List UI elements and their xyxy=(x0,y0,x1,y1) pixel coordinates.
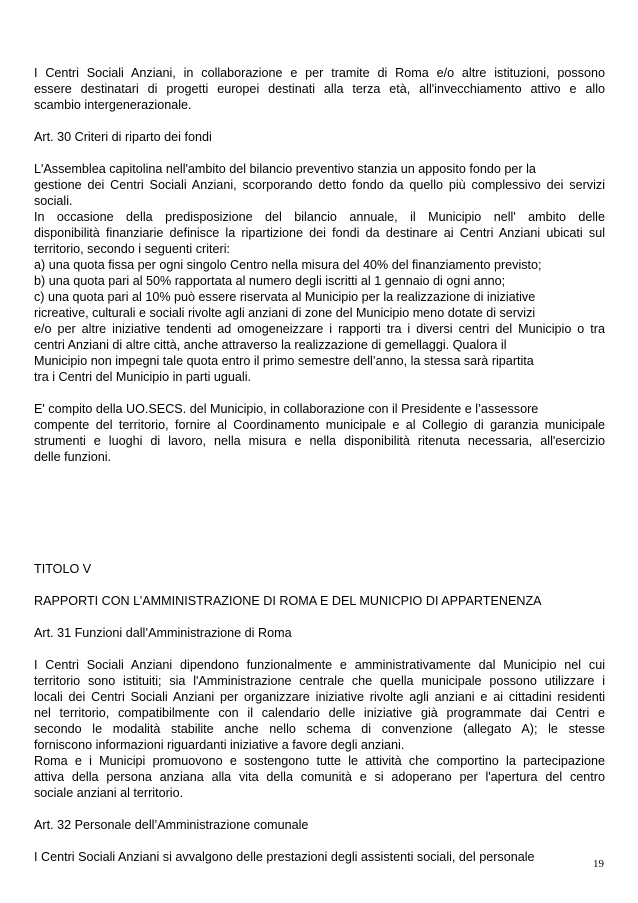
text-line: disponibilità finanziarie definisce la ripartizione dei fondi da destinare ai Centri Anziani ubicati sul xyxy=(34,226,605,240)
title-v xyxy=(34,561,605,577)
paragraph-cooperation xyxy=(34,65,605,113)
text-line: ricreative, culturali e sociali rivolte agli anziani di zone del Municipio meno dotate di servizi xyxy=(34,306,536,320)
heading-art-31 xyxy=(34,625,605,641)
list-item: c) una quota pari al 10% può essere riservata al Municipio per la realizzazione di iniziative xyxy=(34,290,536,304)
page-number: 19 xyxy=(593,858,604,870)
text-line: E' compito della UO.SECS. del Municipio, in collaborazione con il Presidente e l’assessore xyxy=(34,402,539,416)
chapter-subtitle xyxy=(34,593,605,609)
text-line: secondo le modalità stabilite anche nello schema di convenzione (allegato A); le stesse xyxy=(34,722,605,736)
text-line: nel territorio, compatibilmente con il calendario delle iniziative già programmate dai Centri e xyxy=(34,706,605,720)
text-line: In occasione della predisposizione del bilancio annuale, il Municipio nell' ambito delle xyxy=(34,210,605,224)
page-content xyxy=(34,65,605,865)
heading-art-30 xyxy=(34,129,605,145)
text-line: gestione dei Centri Sociali Anziani, scorporando detto fondo da quello più complessivo dei servizi xyxy=(34,178,605,192)
paragraph-art-30-body xyxy=(34,161,605,385)
paragraph-uo-secs xyxy=(34,401,605,465)
text-line: territorio sono istituiti; sia l'Amministrazione centrale che quella municipale possono utilizzare i xyxy=(34,674,605,688)
text-line: delle funzioni. xyxy=(34,450,112,464)
chapter-title: TITOLO V xyxy=(34,562,92,576)
paragraph-art-31-body xyxy=(34,657,605,801)
paragraph-art-32-body xyxy=(34,849,605,865)
text-line: strumenti e luoghi di lavoro, nella misura e nella disponibilità ritenuta necessaria, all'esercizio xyxy=(34,434,605,448)
text-line: essere destinatari di progetti europei destinati alla terza età, all'invecchiamento attivo e allo xyxy=(34,82,605,96)
text-line: I Centri Sociali Anziani, in collaborazione e per tramite di Roma e/o altre istituzioni, possono xyxy=(34,66,605,80)
list-item: a) una quota fissa per ogni singolo Centro nella misura del 40% del finanziamento previsto; xyxy=(34,258,542,272)
text-line: Municipio non impegni tale quota entro il primo semestre dell’anno, la stessa sarà ripartita xyxy=(34,354,534,368)
text-line: e/o per altre iniziative tendenti ad omogeneizzare i rapporti tra i diversi centri del Municipio o tra xyxy=(34,322,605,336)
text-line: compente del territorio, fornire al Coordinamento municipale e al Collegio di garanzia municipale xyxy=(34,418,605,432)
heading-art-32 xyxy=(34,817,605,833)
section-heading: Art. 30 Criteri di riparto dei fondi xyxy=(34,130,212,144)
text-line: sociale anziani al territorio. xyxy=(34,786,184,800)
text-line: Roma e i Municipi promuovono e sostengono tutte le attività che comportino la partecipazione xyxy=(34,754,605,768)
text-line: I Centri Sociali Anziani dipendono funzionalmente e amministrativamente dal Municipio nel cui xyxy=(34,658,605,672)
text-line: tra i Centri del Municipio in parti uguali. xyxy=(34,370,251,384)
text-line: forniscono informazioni riguardanti iniziative a favore degli anziani. xyxy=(34,738,405,752)
text-line: L'Assemblea capitolina nell'ambito del bilancio preventivo stanzia un apposito fondo per la xyxy=(34,162,536,176)
list-item: b) una quota pari al 50% rapportata al numero degli iscritti al 1 gennaio di ogni anno; xyxy=(34,274,506,288)
section-heading: Art. 32 Personale dell’Amministrazione comunale xyxy=(34,818,309,832)
text-line: sociali. xyxy=(34,194,73,208)
section-heading: Art. 31 Funzioni dall’Amministrazione di Roma xyxy=(34,626,292,640)
text-line: locali dei Centri Sociali Anziani per organizzare iniziative rivolte agli anziani e ai cittadini residenti xyxy=(34,690,605,704)
text-line: centri Anziani di altre città, anche attraverso la realizzazione di gemellaggi. Qualora il xyxy=(34,338,507,352)
text-line: attiva della persona anziana alla vita della comunità e si adoperano per l'apertura del centro xyxy=(34,770,605,784)
text-line: scambio intergenerazionale. xyxy=(34,98,192,112)
chapter-heading: RAPPORTI CON L’AMMINISTRAZIONE DI ROMA E DEL MUNICPIO DI APPARTENENZA xyxy=(34,594,542,608)
text-line: I Centri Sociali Anziani si avvalgono delle prestazioni degli assistenti sociali, del personale xyxy=(34,850,535,864)
text-line: territorio, secondo i seguenti criteri: xyxy=(34,242,230,256)
